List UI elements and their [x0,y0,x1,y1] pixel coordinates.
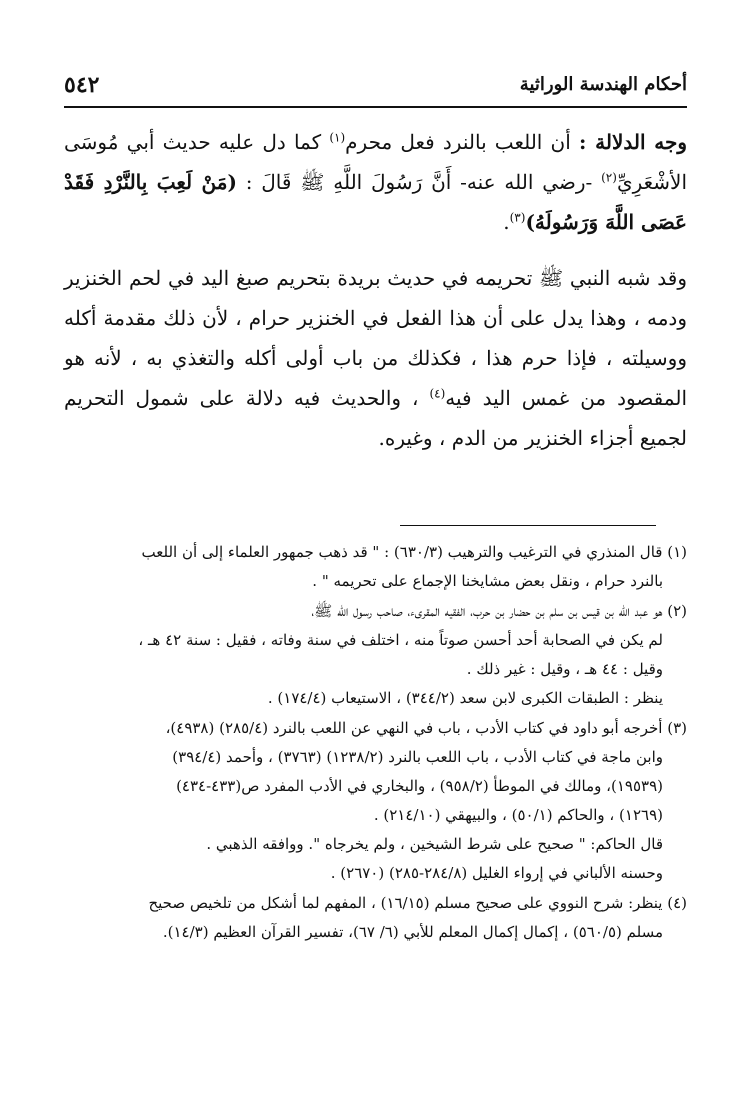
footnote-4 [60,889,687,947]
paragraph-2 [64,258,687,458]
footnotes [60,538,687,948]
page-number: ٥٤٢ [64,72,100,98]
footnote-line: (٢) هو عبد الله بن قيس بن سلم بن حضار بن حرب، الفقيه المقرىء، صاحب رسول الله ﷺ، [311,602,687,620]
footnote-ref-1: (١) [329,130,346,145]
section-lead: وجه الدلالة : [578,130,688,154]
main-text [64,122,687,474]
footnote-3 [60,714,687,888]
footnote-line: (١) قال المنذري في الترغيب والترهيب (٦٣٠/٣) : " قد ذهب جمهور العلماء إلى أن اللعب [141,543,687,561]
footnote-1 [60,538,687,596]
footnote-line: وقيل : ٤٤ هـ ، وقيل : غير ذلك . [466,660,663,678]
paragraph-1 [64,122,687,242]
footnote-ref-3: (٣) [509,210,526,225]
paragraph-1-text-b: كما دل عليه حديث أبي مُوسَى الأشْعَرِيِّ [64,130,687,194]
footnote-2 [60,597,687,713]
footnote-line: بالنرد حرام ، ونقل بعض مشايخنا الإجماع على تحريمه " . [312,572,663,590]
page-header [64,70,687,108]
paragraph-1-text-c: -رضي الله عنه- أَنَّ رَسُولَ اللَّهِ ﷺ قَالَ : [236,170,593,194]
footnote-ref-2: (٢) [601,170,617,185]
footnote-line: وحسنه الألباني في إرواء الغليل (٢٨٤/٨-٢٨٥) (٢٦٧٠) . [330,864,663,882]
footnote-line: (١٩٥٣٩)، ومالك في الموطأ (٩٥٨/٢) ، والبخاري في الأدب المفرد ص(٤٣٣-٤٣٤) [176,777,663,795]
paragraph-2-text-b: ، والحديث فيه دلالة على شمول التحريم لجميع أجزاء الخنزير من الدم ، وغيره. [64,386,687,450]
footnote-line: ينظر : الطبقات الكبرى لابن سعد (٣٤٤/٢) ، الاستيعاب (١٧٤/٤) . [267,689,663,707]
footnote-line: (١٢٦٩) ، والحاكم (٥٠/١) ، والبيهقي (٢١٤/١٠) . [373,806,663,824]
footnote-line: مسلم (٥٦٠/٥) ، إكمال إكمال المعلم للأبي (٦/ ٦٧)، تفسير القرآن العظيم (١٤/٣). [162,923,663,941]
footnote-separator [400,525,656,526]
footnote-line: (٣) أخرجه أبو داود في كتاب الأدب ، باب في النهي عن اللعب بالنرد (٢٨٥/٤) (٤٩٣٨)، [165,719,687,737]
running-title: أحكام الهندسة الوراثية [519,74,687,95]
paragraph-2-text-a: وقد شبه النبي ﷺ تحريمه في حديث بريدة بتحريم صبغ اليد في لحم الخنزير ودمه ، وهذا يدل على أن هذا الفعل في الخنزير حرام ، لأن ذلك مقدمة أكله ووسيلته ، فإذا حرم هذا ، فكذلك من باب أولى أكله والتغذي به ، لأنه هو المقصود من غمس اليد فيه [64,266,688,410]
footnote-line: وابن ماجة في كتاب الأدب ، باب اللعب بالنرد (١٢٣٨/٢) (٣٧٦٣) ، وأحمد (٣٩٤/٤) [172,748,663,766]
hadith-quote: (مَنْ لَعِبَ بِالنَّرْدِ فَقَدْ عَصَى اللَّهَ وَرَسُولَهُ) [64,170,687,234]
paragraph-1-text-a: أن اللعب بالنرد فعل محرم [345,130,571,154]
footnote-line: لم يكن في الصحابة أحد أحسن صوتاً منه ، اختلف في سنة وفاته ، فقيل : سنة ٤٢ هـ ، [138,631,663,649]
paragraph-1-end: . [503,210,510,234]
footnote-line: قال الحاكم: " صحيح على شرط الشيخين ، ولم يخرجاه ". ووافقه الذهبي . [206,835,663,853]
footnote-line: (٤) ينظر: شرح النووي على صحيح مسلم (١٦/١٥) ، المفهم لما أشكل من تلخيص صحيح [148,894,687,912]
footnote-ref-4: (٤) [429,386,446,401]
